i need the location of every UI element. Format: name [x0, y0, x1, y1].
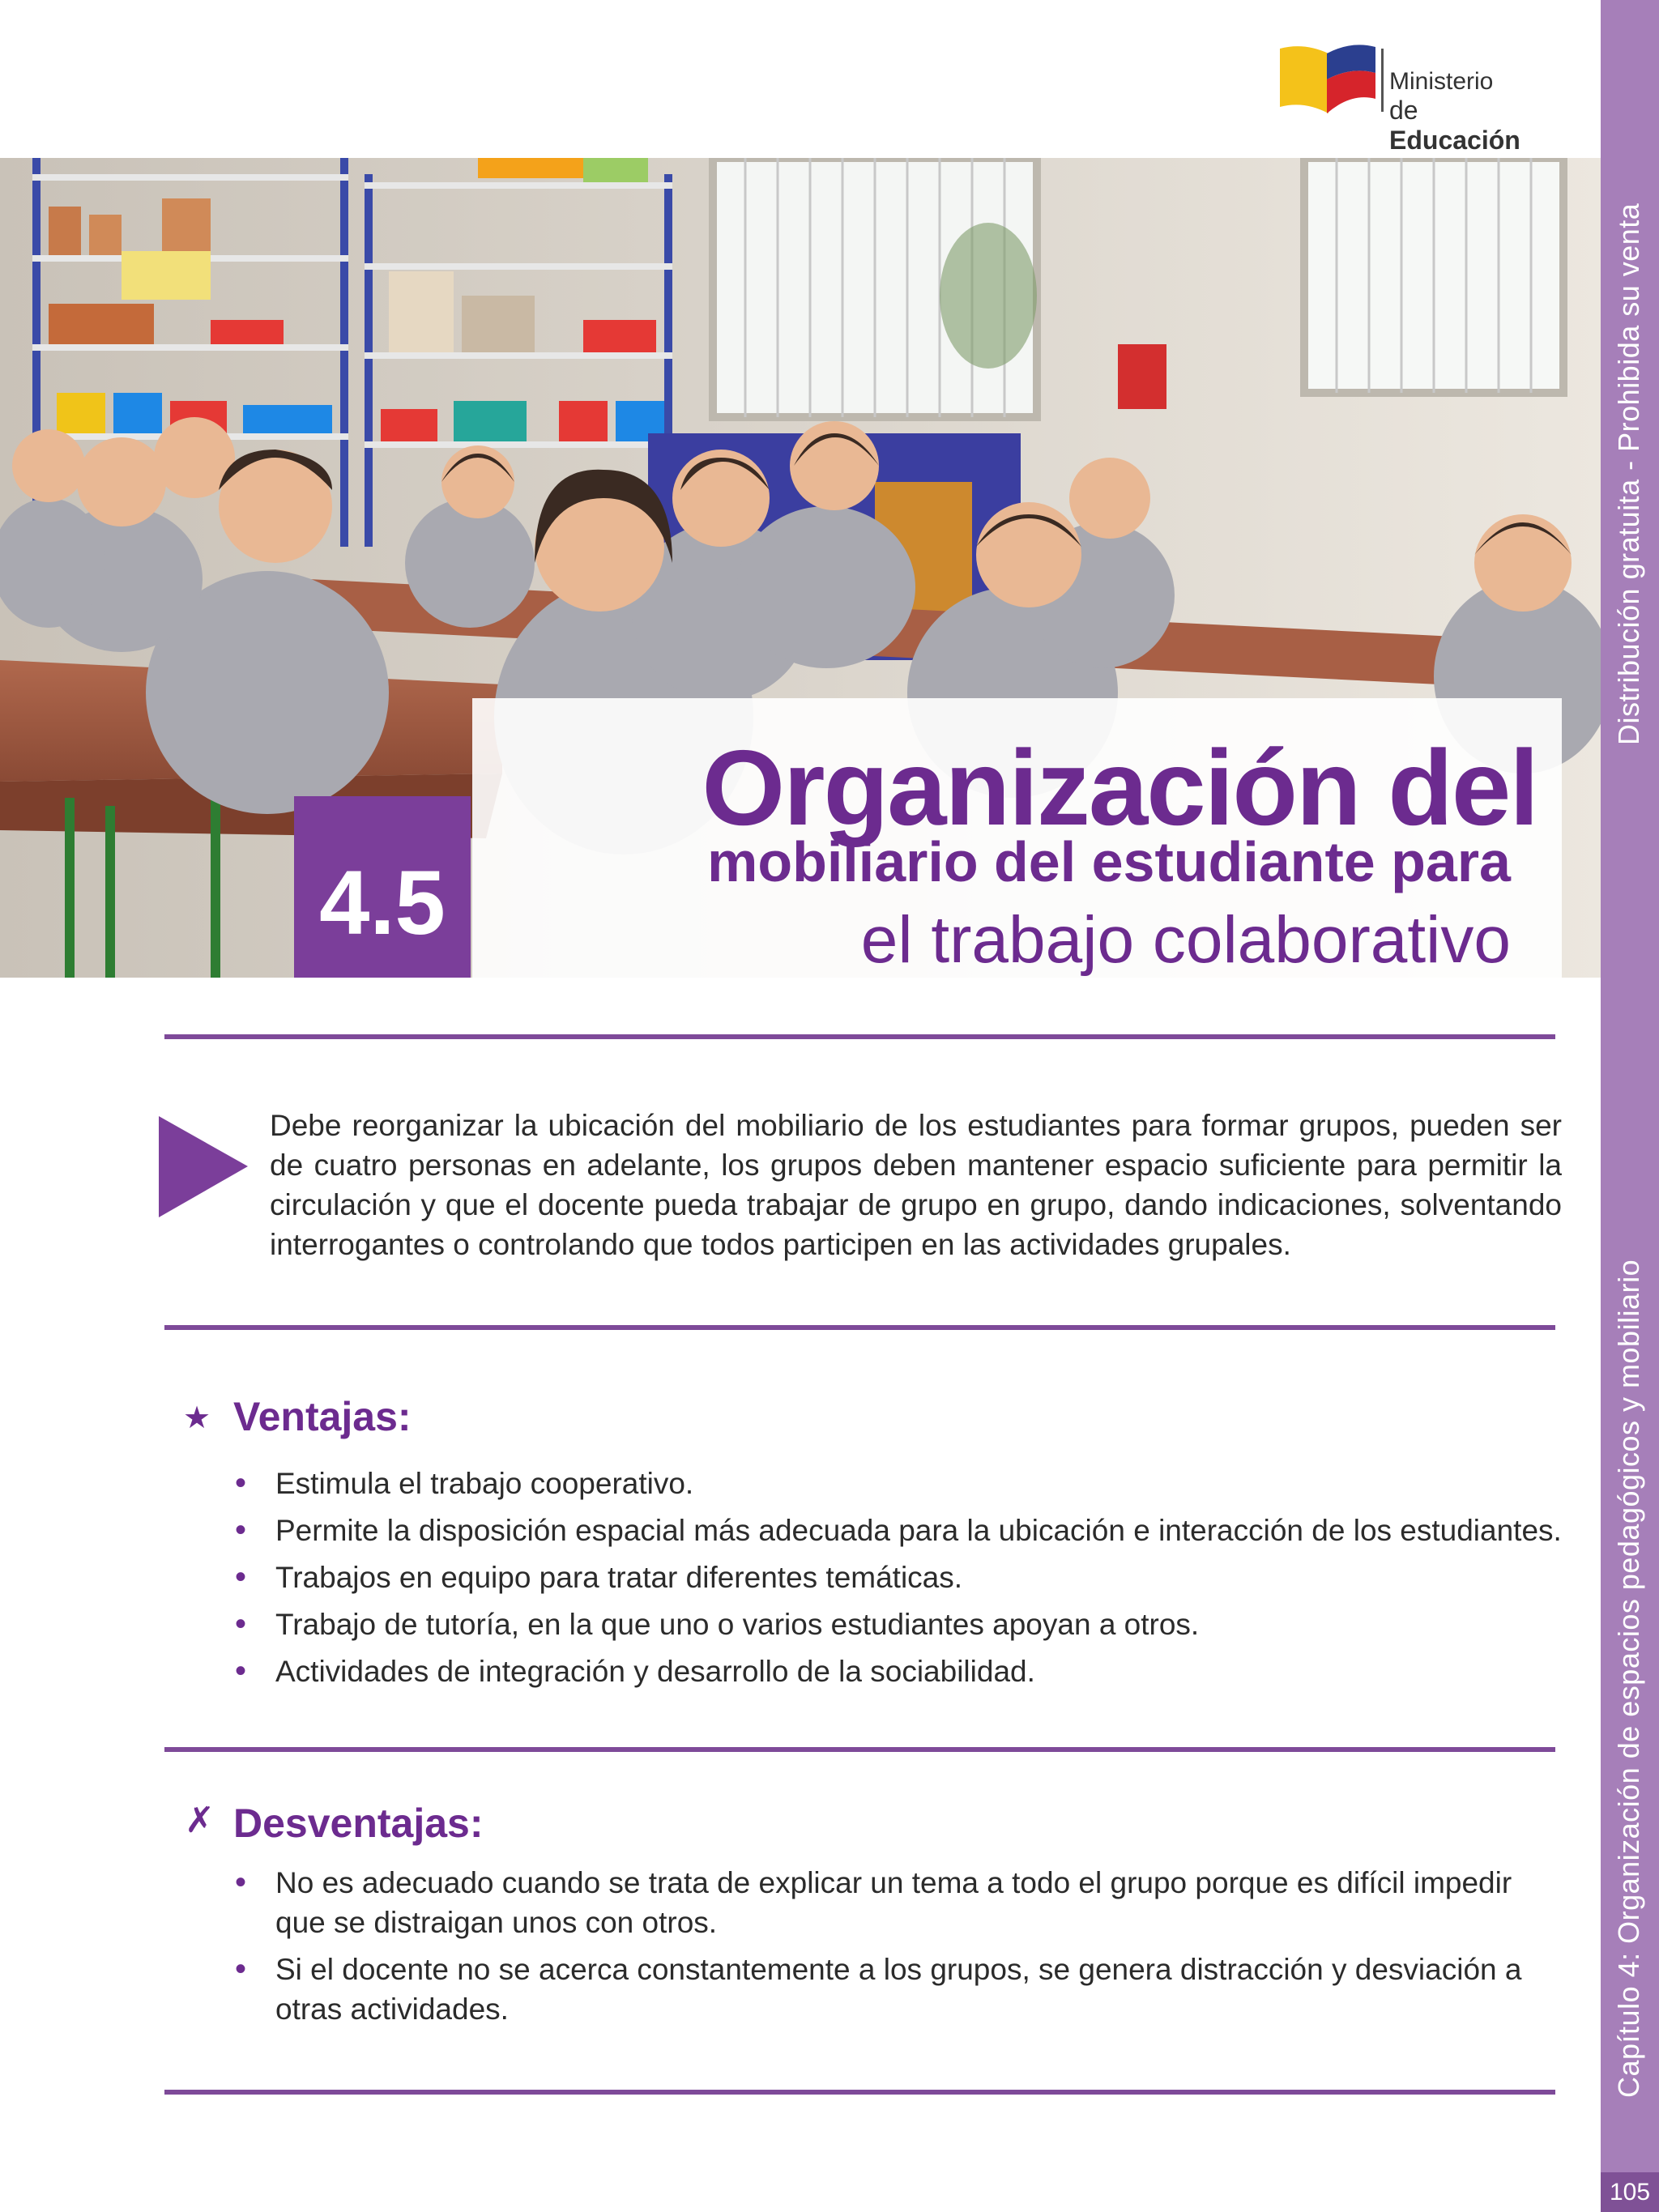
bullet-icon: • [235, 1951, 247, 1987]
ventajas-heading: Ventajas: [233, 1394, 412, 1439]
section-number-badge: 4.5 [294, 796, 471, 978]
bullet-icon: • [235, 1512, 247, 1548]
star-icon: ★ [183, 1401, 211, 1435]
list-item: • Actividades de integración y desarrollo de la sociabilidad. [235, 1652, 1563, 1691]
page-subtitle-line2: el trabajo colaborativo [860, 903, 1511, 977]
list-item: • Si el docente no se acerca constantemente a los grupos, se genera distracción y desviación a otras actividades. [235, 1951, 1522, 2026]
list-item: • Trabajos en equipo para tratar diferentes temáticas. [235, 1558, 1563, 1597]
logo-text-educacion: de Educación [1389, 96, 1520, 155]
bullet-icon: • [235, 1653, 247, 1689]
list-item: • Permite la disposición espacial más adecuada para la ubicación e interacción de los estudiantes. [235, 1511, 1563, 1550]
play-arrow-icon [159, 1116, 248, 1217]
page-title: Organización del [702, 728, 1537, 847]
ministerio-logo [1280, 42, 1555, 155]
logo-text-ministerio: Ministerio [1389, 68, 1494, 95]
page-subtitle-line1: mobiliario del estudiante para [707, 830, 1511, 893]
ventajas-list [235, 1464, 1563, 1691]
list-item: • Trabajo de tutoría, en la que uno o varios estudiantes apoyan a otros. [235, 1605, 1563, 1644]
desventajas-heading: Desventajas: [233, 1801, 484, 1846]
cross-icon: ✗ [185, 1801, 215, 1840]
desventajas-list [235, 1863, 1523, 2029]
divider-rule [164, 2090, 1555, 2095]
divider-rule [164, 1325, 1555, 1330]
side-chapter-text: Capítulo 4: Organización de espacios pedagógicos y mobiliario [1612, 1259, 1645, 2098]
intro-paragraph: Debe reorganizar la ubicación del mobiliario de los estudiantes para formar grupos, pueden ser de cuatro personas en adelante, los grupos deben mantener espacio suficiente para permitir la circulación y que el docente pueda trabajar de grupo en grupo, dando indicaciones, solventando interrogantes o controlando que todos participen en las actividades grupales. [270, 1109, 1562, 1261]
page-number: 105 [1601, 2172, 1659, 2212]
side-notice-text: Distribución gratuita - Prohibida su venta [1612, 202, 1645, 745]
bullet-icon: • [235, 1606, 247, 1642]
divider-rule [164, 1034, 1555, 1039]
divider-rule [164, 1747, 1555, 1752]
bullet-icon: • [235, 1865, 247, 1900]
bullet-icon: • [235, 1465, 247, 1501]
bullet-icon: • [235, 1559, 247, 1595]
list-item: • Estimula el trabajo cooperativo. [235, 1464, 1563, 1503]
logo-flag-icon [1280, 42, 1381, 119]
logo-divider [1381, 49, 1384, 112]
list-item: • No es adecuado cuando se trata de explicar un tema a todo el grupo porque es difícil impedir que se distraigan unos con otros. [235, 1865, 1512, 1939]
